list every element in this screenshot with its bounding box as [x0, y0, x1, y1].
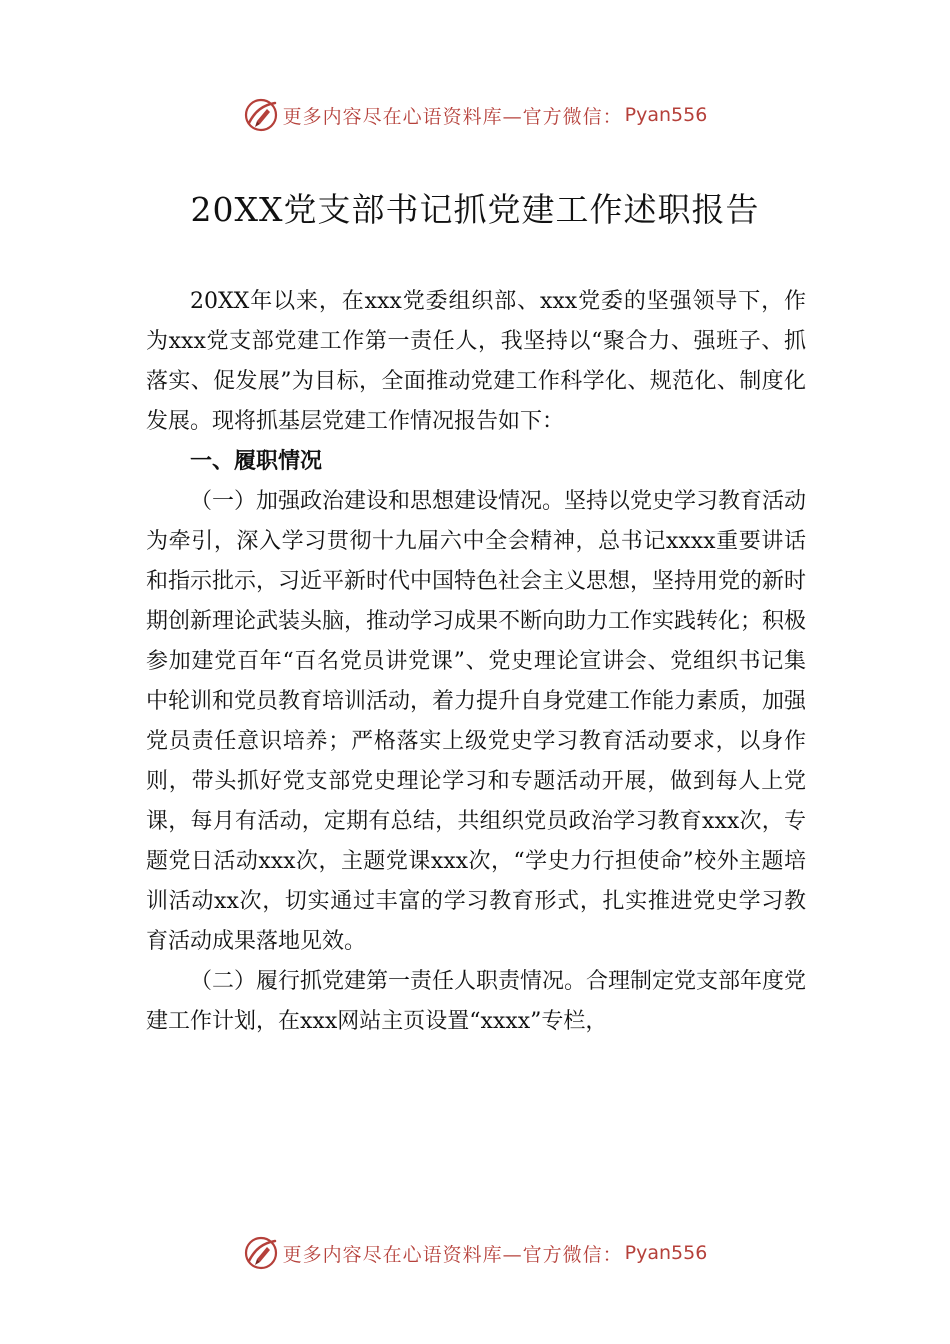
intro-paragraph: 20XX年以来，在xxx党委组织部、xxx党委的坚强领导下，作为xxx党支部党建工作第一责任人，我坚持以“聚合力、强班子、抓落实、促发展”为目标，全面推动党建工作科学化、规范化、制度化发展。现将抓基层党建工作情况报告如下： [146, 289, 806, 434]
paragraph-first-responsibility: （二）履行抓党建第一责任人职责情况。合理制定党支部年度党建工作计划，在xxx网站主页设置“xxxx”专栏， [146, 969, 807, 1034]
pen-logo-icon [243, 1235, 279, 1271]
watermark-text: 更多内容尽在心语资料库—官方微信： [282, 1243, 623, 1266]
document-title: 20XX党支部书记抓党建工作述职报告 [190, 190, 760, 229]
watermark-wechat-id: Pyan556 [624, 1242, 708, 1264]
pen-logo-icon [243, 97, 279, 133]
section-heading: 一、履职情况 [190, 449, 323, 474]
footer-watermark [0, 1231, 950, 1275]
watermark-wechat-id: Pyan556 [624, 104, 708, 126]
header-watermark [0, 93, 950, 137]
watermark-text: 更多内容尽在心语资料库—官方微信： [282, 105, 623, 128]
paragraph-political-building: （一）加强政治建设和思想建设情况。坚持以党史学习教育活动为牵引，深入学习贯彻十九届六中全会精神，总书记xxxx重要讲话和指示批示，习近平新时代中国特色社会主义思想，坚持用党的新时期创新理论武装头脑，推动学习成果不断向助力工作实践转化；积极参加建党百年“百名党员讲党课”、党史理论宣讲会、党组织书记集中轮训和党员教育培训活动，着力提升自身党建工作能力素质，加强党员责任意识培养；严格落实上级党史学习教育活动要求，以身作则，带头抓好党支部党史理论学习和专题活动开展，做到每人上党课，每月有活动，定期有总结，共组织党员政治学习教育xxx次，专题党日活动xxx次，主题党课xxx次，“学史力行担使命”校外主题培训活动xx次，切实通过丰富的学习教育形式，扎实推进党史学习教育活动成果落地见效。 [146, 489, 807, 954]
document-body [146, 282, 806, 1042]
